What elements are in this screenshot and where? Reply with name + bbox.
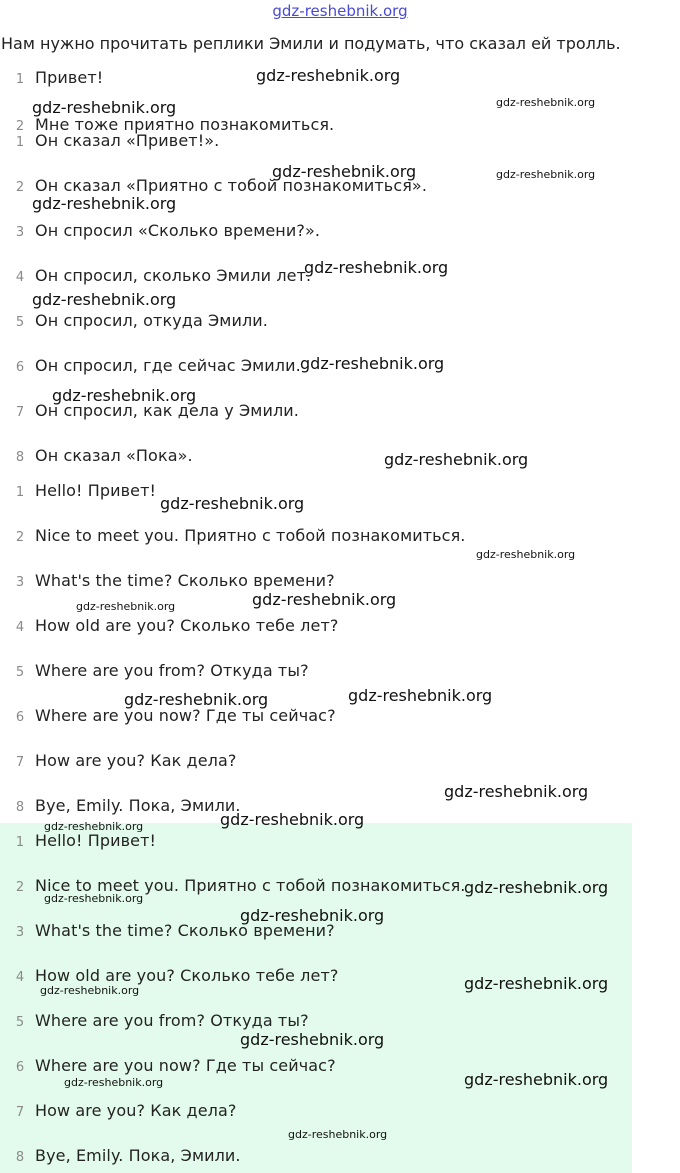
line-text: Bye, Emily. Пока, Эмили. — [35, 796, 241, 815]
line-text: Он сказал «Пока». — [35, 446, 193, 465]
watermark: gdz-reshebnik.org — [52, 386, 197, 405]
line-number: 8 — [15, 450, 25, 465]
line-text: How old are you? Сколько тебе лет? — [35, 616, 339, 635]
site-link[interactable]: gdz-reshebnik.org — [272, 2, 408, 20]
watermark: gdz-reshebnik.org — [240, 906, 385, 925]
watermark: gdz-reshebnik.org — [32, 290, 177, 309]
watermark: gdz-reshebnik.org — [32, 98, 177, 117]
line-number: 8 — [15, 800, 25, 815]
line-number: 7 — [15, 1105, 25, 1120]
line-text: Он спросил «Сколько времени?». — [35, 221, 321, 240]
watermark: gdz-reshebnik.org — [464, 974, 609, 993]
watermark: gdz-reshebnik.org — [476, 548, 576, 561]
line-number: 3 — [15, 575, 25, 590]
task-instruction: Нам нужно прочитать реплики Эмили и подумать, что сказал ей тролль. — [1, 34, 621, 53]
line-text: Привет! — [35, 68, 104, 87]
watermark: gdz-reshebnik.org — [464, 878, 609, 897]
watermark: gdz-reshebnik.org — [496, 168, 596, 181]
line-number: 4 — [15, 620, 25, 635]
line-text: Он спросил, откуда Эмили. — [35, 311, 268, 330]
line-text: How are you? Как дела? — [35, 751, 237, 770]
line-text: Where are you from? Откуда ты? — [35, 661, 309, 680]
watermark: gdz-reshebnik.org — [444, 782, 589, 801]
line-text: Hello! Привет! — [35, 481, 157, 500]
line-text: Он спросил, где сейчас Эмили. — [35, 356, 301, 375]
watermark: gdz-reshebnik.org — [64, 1076, 164, 1089]
line-number: 5 — [15, 665, 25, 680]
watermark: gdz-reshebnik.org — [40, 984, 140, 997]
watermark: gdz-reshebnik.org — [496, 96, 596, 109]
watermark: gdz-reshebnik.org — [44, 820, 144, 833]
watermark: gdz-reshebnik.org — [252, 590, 397, 609]
watermark: gdz-reshebnik.org — [300, 354, 445, 373]
line-number: 1 — [15, 485, 25, 500]
line-number: 1 — [15, 835, 25, 850]
line-number: 5 — [15, 1015, 25, 1030]
line-number: 6 — [15, 710, 25, 725]
line-number: 2 — [15, 180, 25, 195]
line-text: Он спросил, как дела у Эмили. — [35, 401, 299, 420]
line-number: 5 — [15, 315, 25, 330]
line-text: Where are you now? Где ты сейчас? — [35, 1056, 336, 1075]
watermark: gdz-reshebnik.org — [160, 494, 305, 513]
watermark: gdz-reshebnik.org — [272, 162, 417, 181]
line-text: Where are you now? Где ты сейчас? — [35, 706, 336, 725]
watermark: gdz-reshebnik.org — [44, 892, 144, 905]
line-number: 2 — [15, 880, 25, 895]
line-text: Он сказал «Приятно с тобой познакомиться». — [35, 176, 428, 195]
line-text: What's the time? Сколько времени? — [35, 571, 335, 590]
watermark: gdz-reshebnik.org — [304, 258, 449, 277]
line-number: 6 — [15, 360, 25, 375]
line-text: Мне тоже приятно познакомиться. — [35, 115, 335, 134]
line-text: Hello! Привет! — [35, 831, 157, 850]
line-number: 6 — [15, 1060, 25, 1075]
watermark: gdz-reshebnik.org — [464, 1070, 609, 1089]
watermark: gdz-reshebnik.org — [288, 1128, 388, 1141]
line-text: Nice to meet you. Приятно с тобой познакомиться. — [35, 876, 466, 895]
watermark: gdz-reshebnik.org — [348, 686, 493, 705]
watermark: gdz-reshebnik.org — [124, 690, 269, 709]
line-text: Он спросил, сколько Эмили лет. — [35, 266, 312, 285]
line-text: Where are you from? Откуда ты? — [35, 1011, 309, 1030]
line-number: 2 — [15, 530, 25, 545]
line-text: Bye, Emily. Пока, Эмили. — [35, 1146, 241, 1165]
watermark: gdz-reshebnik.org — [384, 450, 529, 469]
line-text: Он сказал «Привет!». — [35, 131, 220, 150]
line-number: 7 — [15, 755, 25, 770]
watermark: gdz-reshebnik.org — [220, 810, 365, 829]
line-number: 1 — [15, 135, 25, 150]
line-number: 1 — [15, 72, 25, 87]
line-text: How old are you? Сколько тебе лет? — [35, 966, 339, 985]
watermark: gdz-reshebnik.org — [76, 600, 176, 613]
line-number: 3 — [15, 225, 25, 240]
line-number: 7 — [15, 405, 25, 420]
line-number: 3 — [15, 925, 25, 940]
line-number: 4 — [15, 970, 25, 985]
line-number: 2 — [15, 119, 25, 134]
watermark: gdz-reshebnik.org — [256, 66, 401, 85]
watermark: gdz-reshebnik.org — [32, 194, 177, 213]
line-text: How are you? Как дела? — [35, 1101, 237, 1120]
line-text: What's the time? Сколько времени? — [35, 921, 335, 940]
line-number: 8 — [15, 1150, 25, 1165]
line-number: 4 — [15, 270, 25, 285]
watermark: gdz-reshebnik.org — [240, 1030, 385, 1049]
line-text: Nice to meet you. Приятно с тобой познакомиться. — [35, 526, 466, 545]
